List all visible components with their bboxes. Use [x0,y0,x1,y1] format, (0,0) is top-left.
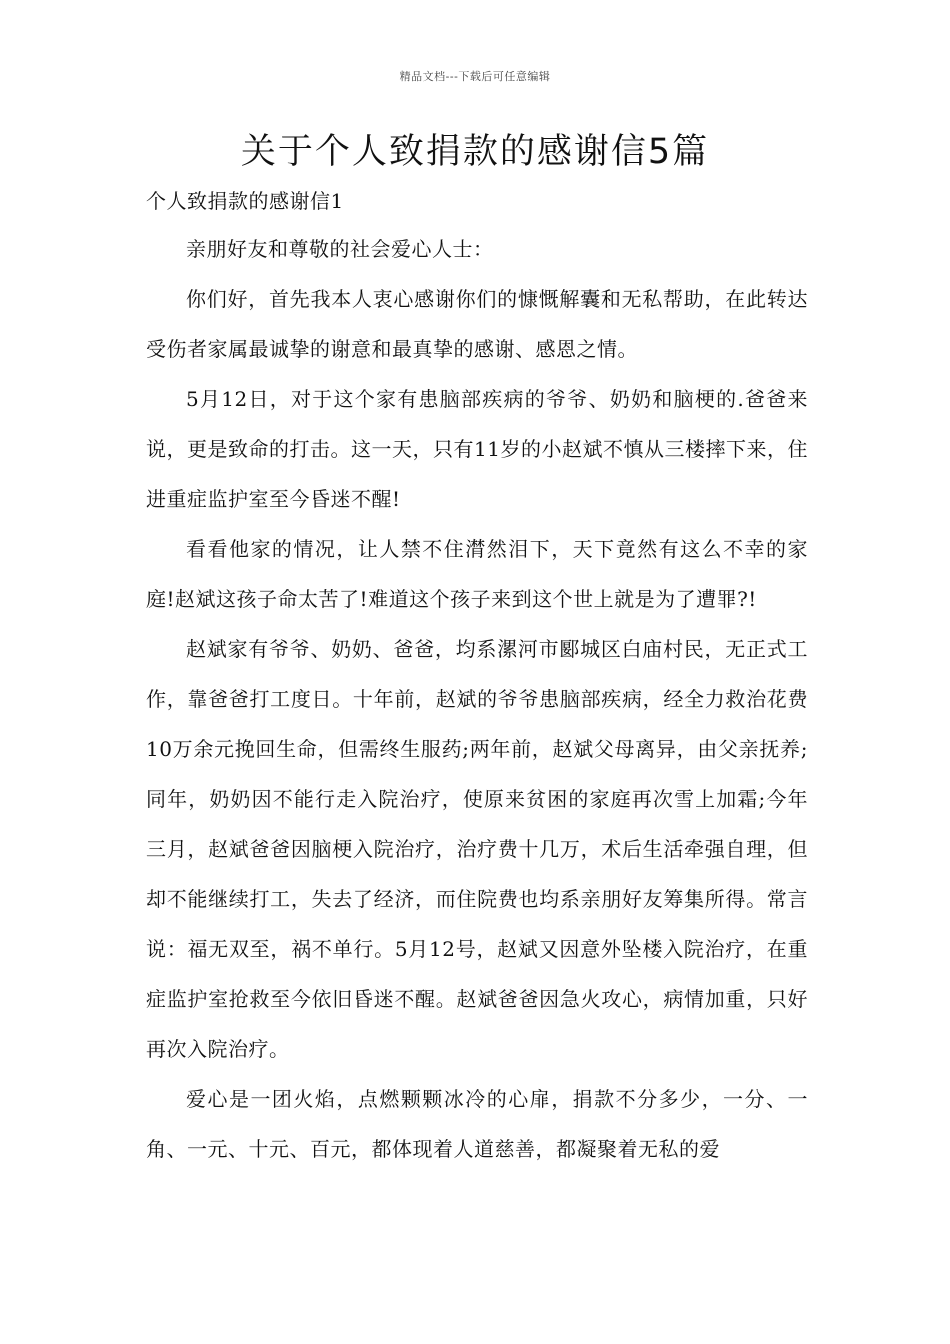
paragraph-family-situation: 看看他家的情况，让人禁不住潸然泪下，天下竟然有这么不幸的家庭!赵斌这孩子命太苦了!难道这个孩子来到这个世上就是为了遭罪?! [146,537,808,611]
paragraph-family-details: 赵斌家有爷爷、奶奶、爸爸，均系漯河市郾城区白庙村民，无正式工作，靠爸爸打工度日。十年前，赵斌的爷爷患脑部疾病，经全力救治花费10万余元挽回生命，但需终生服药;两年前，赵斌父母离异，由父亲抚养;同年，奶奶因不能行走入院治疗，使原来贫困的家庭再次雪上加霜;今年三月，赵斌爸爸因脑梗入院治疗，治疗费十几万，术后生活牵强自理，但却不能继续打工，失去了经济，而住院费也均系亲朋好友筹集所得。常言说：福无双至，祸不单行。5月12号，赵斌又因意外坠楼入院治疗，在重症监护室抢救至今依旧昏迷不醒。赵斌爸爸因急火攻心，病情加重，只好再次入院治疗。 [146,637,808,1061]
letter-body [146,224,808,1174]
document-header-note: 精品文档---下载后可任意编辑 [399,70,551,83]
paragraph-salutation: 亲朋好友和尊敬的社会爱心人士： [186,237,494,261]
document-title: 关于个人致捐款的感谢信5篇 [240,132,710,172]
paragraph-greeting: 你们好，首先我本人衷心感谢你们的慷慨解囊和无私帮助，在此转达受伤者家属最诚挚的谢意和最真挚的感谢、感恩之情。 [146,287,808,361]
paragraph-appeal: 爱心是一团火焰，点燃颗颗冰冷的心扉，捐款不分多少，一分、一角、一元、十元、百元，都体现着人道慈善，都凝聚着无私的爱 [146,1087,808,1161]
paragraph-incident: 5月12日，对于这个家有患脑部疾病的爷爷、奶奶和脑梗的.爸爸来说，更是致命的打击。这一天，只有11岁的小赵斌不慎从三楼摔下来，住进重症监护室至今昏迷不醒! [146,387,808,511]
section-heading: 个人致捐款的感谢信1 [146,189,344,213]
